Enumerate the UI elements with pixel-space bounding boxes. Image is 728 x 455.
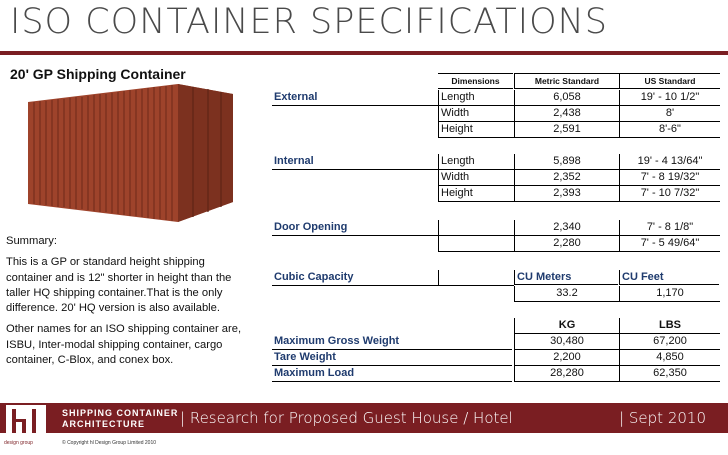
- footer-project-title: | Research for Proposed Guest House / Hotel: [180, 409, 513, 427]
- summary-paragraph: This is a GP or standard height shipping container and is 12" shorter in height than the taller HQ shipping container.That is the only difference. 20' HQ version is also available.: [6, 256, 232, 315]
- row-label-max-gross-weight: Maximum Gross Weight: [272, 334, 512, 350]
- cell-us: 7' - 10 7/32": [619, 186, 720, 202]
- cell-us: 8': [619, 106, 720, 122]
- row-label-tare-weight: Tare Weight: [272, 350, 512, 366]
- hl-logo-icon: [6, 405, 46, 437]
- cell-us: 62,350: [619, 366, 720, 382]
- cell-us: 7' - 5 49/64": [619, 236, 720, 252]
- cell-us: 1,170: [619, 286, 720, 302]
- header-dimensions: Dimensions: [438, 73, 513, 89]
- row-label-cubic-capacity: Cubic Capacity: [272, 270, 438, 286]
- footer-copyright: © Copyright hl Design Group Limited 2010: [62, 440, 157, 446]
- brand-line-2: ARCHITECTURE: [62, 419, 145, 429]
- row-label-max-load: Maximum Load: [272, 366, 512, 382]
- cell-dimension: Length: [438, 90, 514, 106]
- summary-heading: Summary:: [6, 235, 57, 247]
- cell-dimension: Width: [438, 170, 514, 186]
- cell-us-unit: CU Feet: [619, 270, 719, 285]
- row-label-door-opening: Door Opening: [272, 220, 438, 236]
- cell-metric: 30,480: [514, 334, 619, 350]
- header-us: US Standard: [619, 73, 720, 89]
- cell-metric: 2,340: [514, 220, 619, 236]
- container-image: [28, 84, 233, 222]
- container-subtitle: 20' GP Shipping Container: [10, 66, 186, 82]
- row-label-external: External: [272, 90, 438, 106]
- brand-line-1: SHIPPING CONTAINER: [62, 408, 179, 418]
- cell-dimension: Length: [438, 154, 514, 170]
- cell-dimension: Height: [438, 186, 514, 202]
- cell-dimension: Width: [438, 106, 514, 122]
- cell-us: 8'-6": [619, 122, 720, 138]
- cell-metric: 28,280: [514, 366, 619, 382]
- cell-dimension: [438, 270, 514, 286]
- footer-brand: [62, 408, 178, 430]
- cell-metric: 33.2: [514, 286, 619, 302]
- cell-us: 67,200: [619, 334, 720, 350]
- cell-metric-unit: CU Meters: [514, 270, 618, 285]
- row-label-internal: Internal: [272, 154, 438, 170]
- cell-dimension: [438, 220, 514, 236]
- cell-dimension: Height: [438, 122, 514, 138]
- logo-caption: design group: [4, 440, 33, 446]
- page-title: ISO CONTAINER SPECIFICATIONS: [10, 2, 609, 42]
- header-metric: Metric Standard: [514, 73, 619, 89]
- cell-us: 19' - 4 13/64": [619, 154, 720, 170]
- cell-metric: 2,393: [514, 186, 619, 202]
- cell-metric: 6,058: [514, 90, 619, 106]
- cell-metric: 2,591: [514, 122, 619, 138]
- cell-us: 7' - 8 1/8": [619, 220, 720, 236]
- cell-metric: 2,280: [514, 236, 619, 252]
- cell-lbs-header: LBS: [619, 318, 720, 334]
- cell-dimension: [438, 236, 514, 252]
- other-names-paragraph: Other names for an ISO shipping container are, ISBU, Inter-modal shipping container, cargo container, C-Blox, and conex box.: [6, 323, 242, 367]
- cell-us: 4,850: [619, 350, 720, 366]
- cell-metric: 2,438: [514, 106, 619, 122]
- cell-metric: 5,898: [514, 154, 619, 170]
- summary-block: [6, 234, 246, 374]
- cell-metric: 2,200: [514, 350, 619, 366]
- cell-us: 7' - 8 19/32": [619, 170, 720, 186]
- cell-kg-header: KG: [514, 318, 619, 334]
- cell-us: 19' - 10 1/2": [619, 90, 720, 106]
- title-rule: [0, 51, 728, 55]
- footer-date: | Sept 2010: [619, 409, 706, 427]
- cell-metric: 2,352: [514, 170, 619, 186]
